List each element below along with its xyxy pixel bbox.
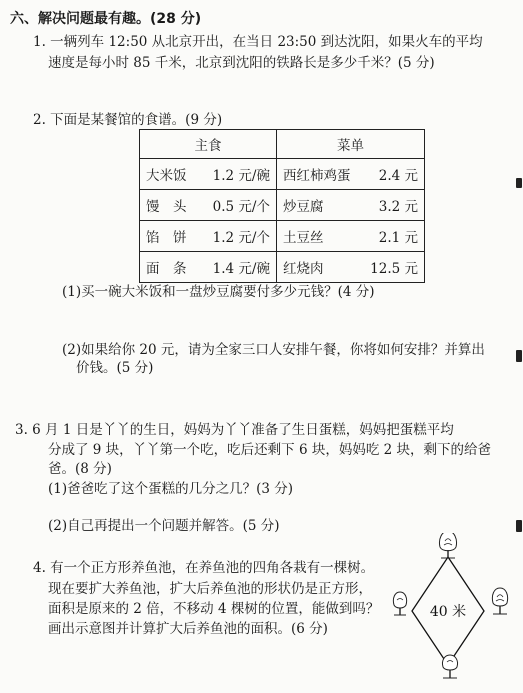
- pond-diagram: [392, 533, 520, 689]
- dish-name: 炒豆腐: [282, 199, 324, 215]
- binding-mark: [516, 350, 522, 362]
- q3-sub2: (2)自己再提出一个问题并解答。(5 分): [48, 518, 280, 534]
- q4-line1: 4. 有一个正方形养鱼池，在养鱼池的四角各栽有一棵树。: [33, 560, 375, 576]
- food-price: 1.4 元/碗: [212, 261, 270, 277]
- binding-mark: [516, 520, 522, 532]
- q4-line2: 现在要扩大养鱼池，扩大后养鱼池的形状仍是正方形，: [48, 581, 372, 597]
- food-price: 1.2 元/个: [212, 230, 270, 246]
- food-price: 0.5 元/个: [212, 199, 270, 215]
- q4-line3: 面积是原来的 2 倍，不移动 4 棵树的位置，能做到吗？: [48, 601, 380, 617]
- q2-sub2-line1: (2)如果给你 20 元，请为全家三口人安排午餐，你将如何安排？并算出: [62, 342, 485, 358]
- table-row: [140, 252, 425, 283]
- dish-price: 2.1 元: [378, 230, 418, 246]
- pond-side-label: 40 米: [429, 604, 467, 620]
- q1-line2: 速度是每小时 85 千米，北京到沈阳的铁路长是多少千米？(5 分): [48, 55, 435, 71]
- q2-intro: 2. 下面是某餐馆的食谱。(9 分): [33, 112, 223, 128]
- section-title: 六、解决问题最有趣。(28 分): [10, 11, 202, 27]
- dish-name: 红烧肉: [282, 261, 324, 277]
- q3-line1: 3. 6 月 1 日是丫丫的生日，妈妈为丫丫准备了生日蛋糕，妈妈把蛋糕平均: [15, 422, 454, 438]
- q2-sub2-line2: 价钱。(5 分): [76, 360, 154, 376]
- tree-icon: [393, 592, 406, 615]
- q1-line1: 1. 一辆列车 12:50 从北京开出，在当日 23:50 到达沈阳，如果火车的平均: [33, 34, 483, 50]
- menu-table-header: [140, 130, 425, 159]
- q3-sub1: (1)爸爸吃了这个蛋糕的几分之几？(3 分): [48, 481, 294, 497]
- food-name: 面 条: [146, 261, 187, 277]
- q3-line3: 爸。(8 分): [48, 461, 112, 477]
- header-main-food: 主食: [140, 130, 277, 159]
- dish-price: 12.5 元: [370, 261, 418, 277]
- q3-line2: 分成了 9 块，丫丫第一个吃，吃后还剩下 6 块，妈妈吃 2 块，剩下的给爸: [48, 442, 492, 458]
- food-name: 馒 头: [146, 199, 187, 215]
- dish-name: 西红柿鸡蛋: [282, 168, 351, 184]
- menu-table: [139, 129, 425, 283]
- tree-icon: [439, 533, 456, 558]
- food-price: 1.2 元/碗: [212, 168, 270, 184]
- binding-mark: [516, 178, 522, 188]
- food-name: 大米饭: [146, 168, 187, 184]
- q4-line4: 画出示意图并计算扩大后养鱼池的面积。(6 分): [48, 621, 328, 637]
- table-row: [140, 221, 425, 252]
- tree-icon: [492, 588, 507, 614]
- header-dishes: 菜单: [276, 130, 424, 159]
- tree-icon: [442, 655, 457, 678]
- q2-sub1: (1)买一碗大米饭和一盘炒豆腐要付多少元钱？(4 分): [62, 284, 375, 300]
- dish-price: 2.4 元: [378, 168, 418, 184]
- table-row: [140, 159, 425, 190]
- dish-price: 3.2 元: [378, 199, 418, 215]
- table-row: [140, 190, 425, 221]
- dish-name: 土豆丝: [282, 230, 324, 246]
- food-name: 馅 饼: [146, 230, 187, 246]
